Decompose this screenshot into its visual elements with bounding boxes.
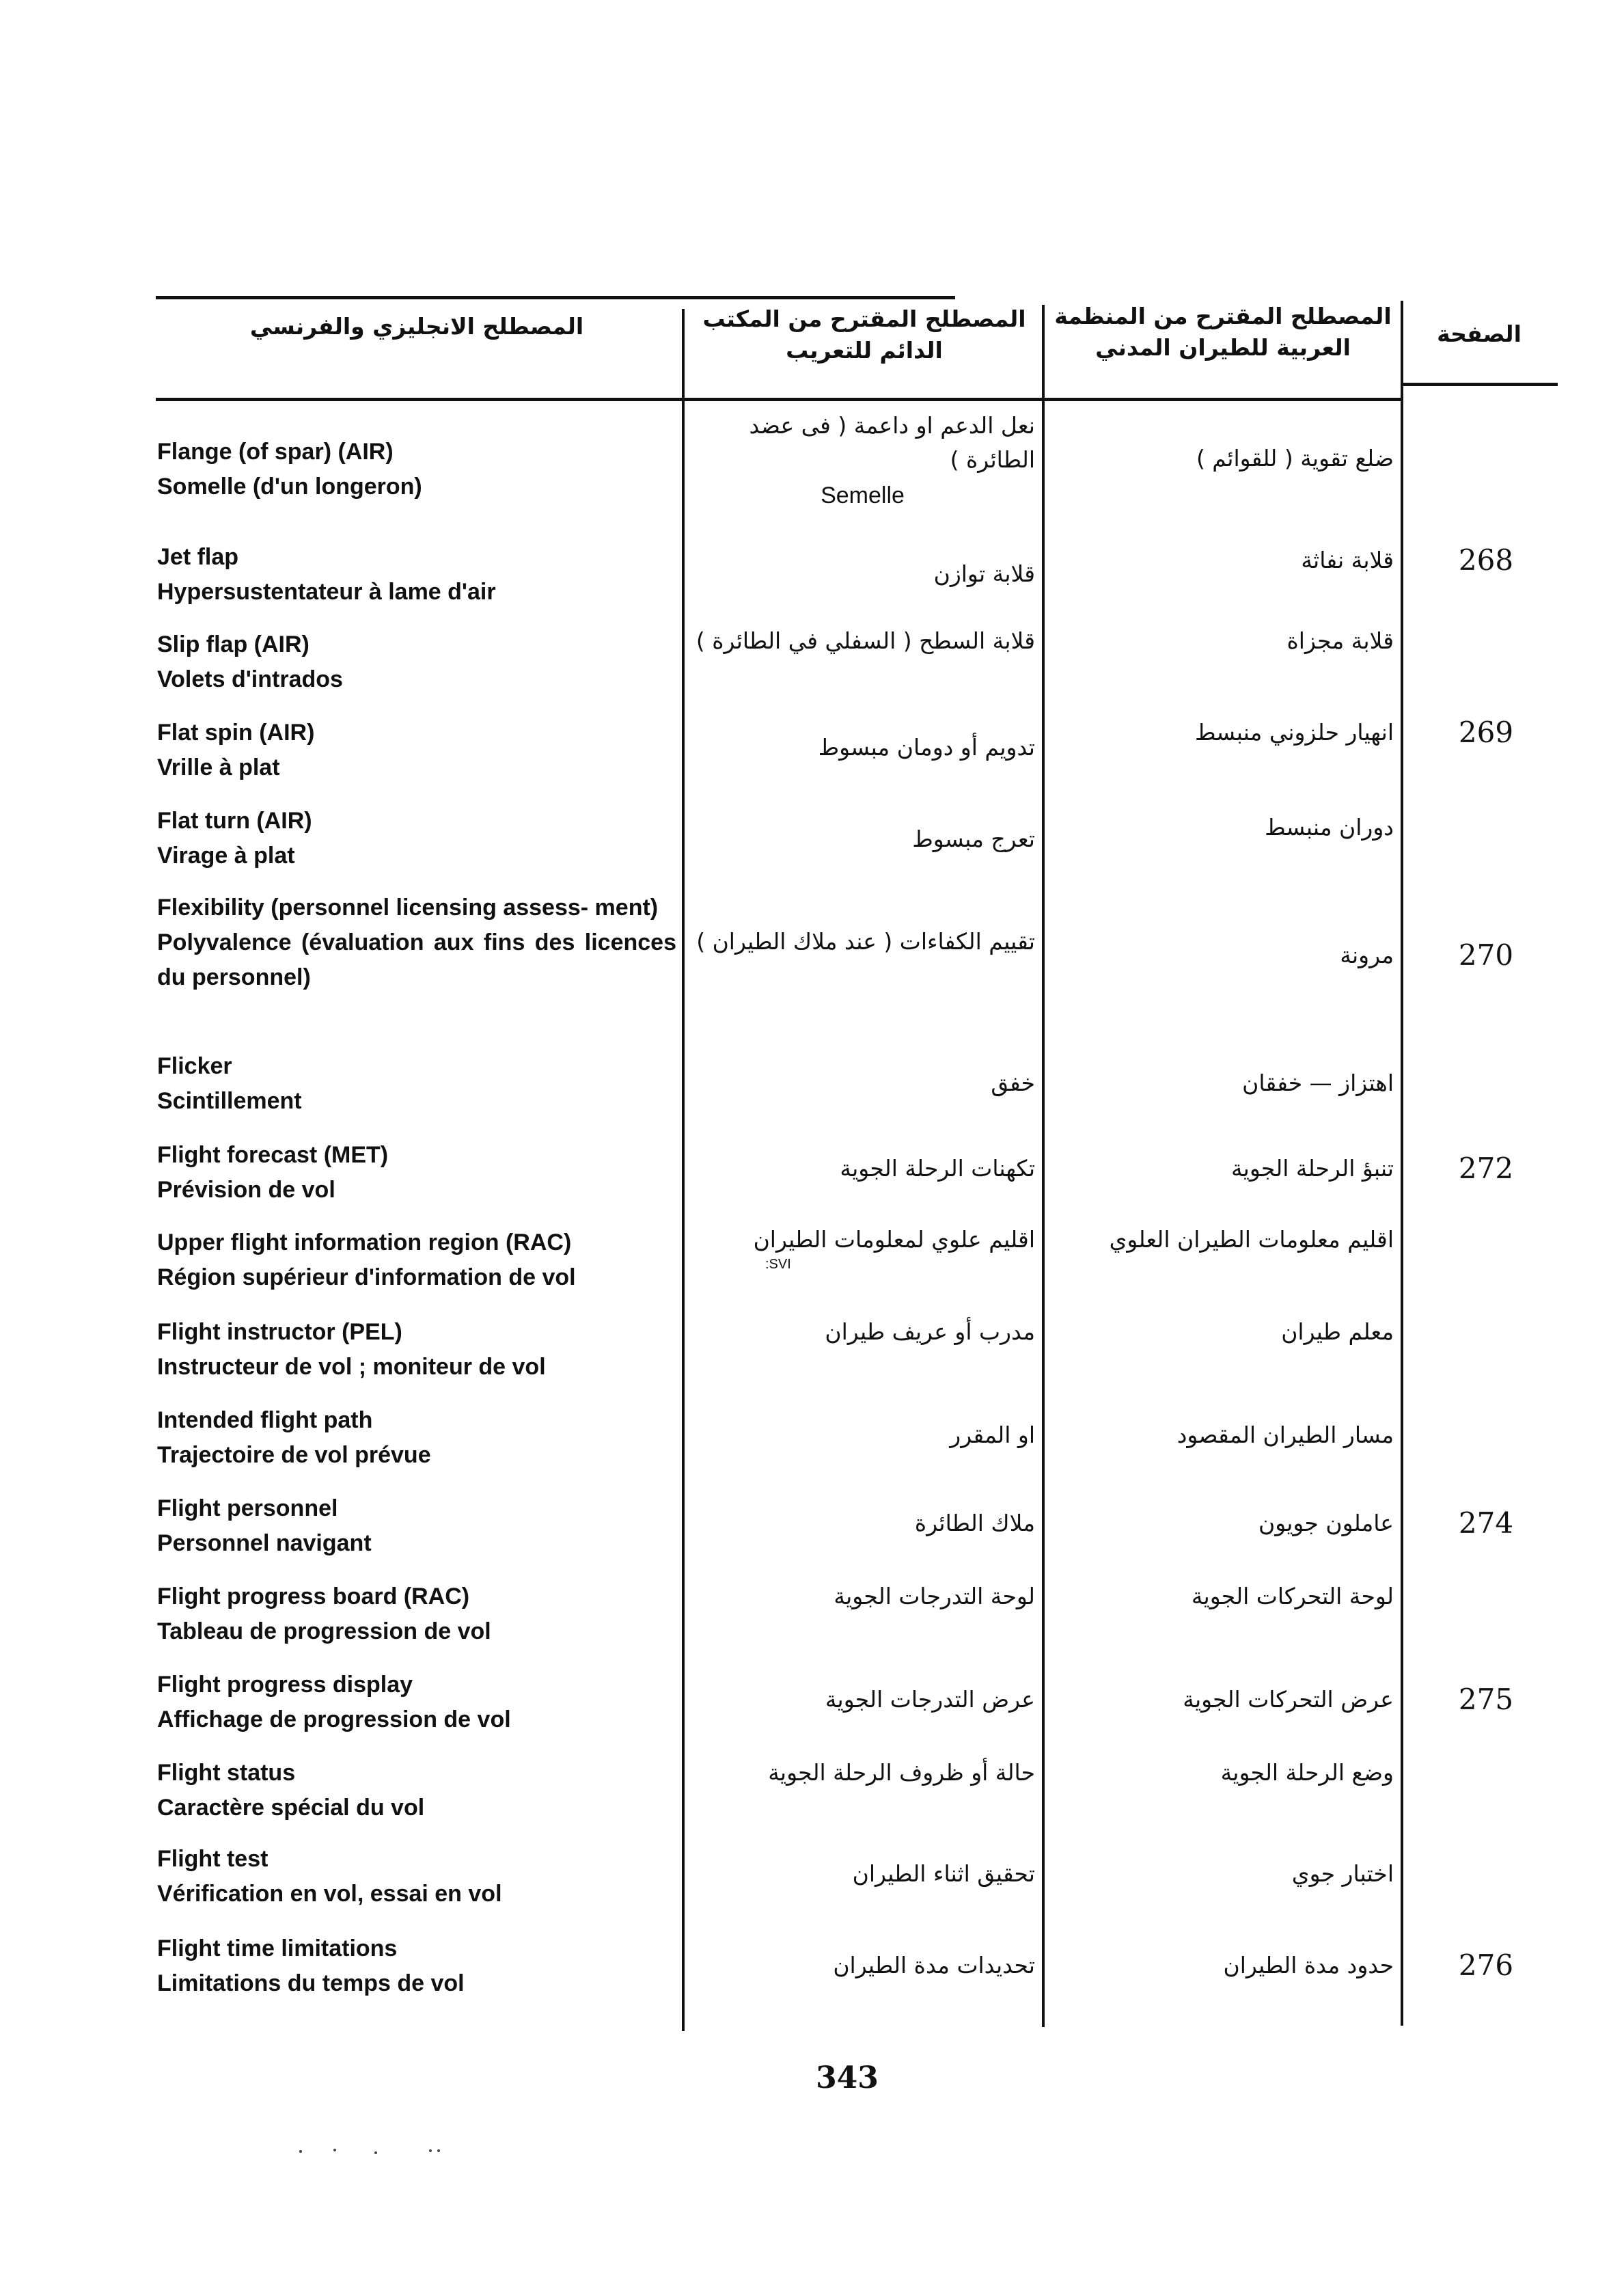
term-acao: اختبار جوي — [1291, 1860, 1394, 1887]
term-english: Flight forecast (MET) — [157, 1142, 389, 1168]
page-number: 272 — [1458, 1152, 1514, 1185]
term-french: Polyvalence (évaluation aux fins des licences du personnel) — [157, 929, 676, 990]
page-number: 276 — [1458, 1948, 1514, 1982]
term-english-french — [157, 1315, 676, 1385]
term-english: Flat spin (AIR) — [157, 720, 315, 746]
term-english-french — [157, 1842, 676, 1912]
term-english: Slip flap (AIR) — [157, 631, 309, 657]
term-permanent-office-text: نعل الدعم او داعمة ( فى عضد الطائرة ) — [749, 412, 1035, 473]
term-english-french — [157, 627, 676, 697]
term-english: Flight instructor (PEL) — [157, 1319, 402, 1345]
term-french: Personnel navigant — [157, 1530, 372, 1556]
term-acao: عرض التحركات الجوية — [1183, 1686, 1394, 1713]
term-acao: تنبؤ الرحلة الجوية — [1230, 1155, 1394, 1182]
term-english-french — [157, 1579, 676, 1649]
term-english: Intended flight path — [157, 1407, 373, 1433]
term-acao: معلم طيران — [1281, 1318, 1394, 1345]
column-divider-2 — [1042, 305, 1045, 2027]
page-column-header-rule — [1401, 383, 1558, 386]
term-english-french — [157, 1756, 676, 1825]
term-french: Virage à plat — [157, 843, 295, 869]
term-english: Jet flap — [157, 544, 239, 570]
term-acao: ضلع تقوية ( للقوائم ) — [1196, 445, 1394, 472]
term-permanent-office: مدرب أو عريف طيران — [825, 1318, 1035, 1345]
term-french: Région supérieur d'information de vol — [157, 1264, 576, 1290]
term-permanent-office: ملاك الطائرة — [914, 1510, 1035, 1536]
term-french: Tableau de progression de vol — [157, 1618, 491, 1644]
page-number: 275 — [1458, 1683, 1514, 1716]
header-english-french: المصطلح الانجليزي والفرنسي — [249, 313, 584, 340]
term-english: Flight time limitations — [157, 1935, 398, 1961]
term-permanent-office — [690, 1223, 1035, 1272]
term-english: Upper flight information region (RAC) — [157, 1229, 572, 1255]
term-french: Caractère spécial du vol — [157, 1795, 425, 1821]
term-english-french — [157, 1225, 676, 1295]
term-french: Volets d'intrados — [157, 666, 343, 692]
term-permanent-office: عرض التدرجات الجوية — [825, 1686, 1035, 1713]
term-english: Flight test — [157, 1846, 269, 1872]
term-acao: عاملون جويون — [1258, 1510, 1394, 1536]
term-english-french — [157, 804, 676, 873]
term-english: Flight personnel — [157, 1495, 338, 1521]
term-acao: مرونة — [1340, 942, 1394, 968]
column-divider-1 — [682, 309, 685, 2031]
term-english: Flight progress display — [157, 1672, 413, 1698]
term-french: Prévision de vol — [157, 1177, 335, 1203]
term-permanent-office: تقييم الكفاءات ( عند ملاك الطيران ) — [696, 928, 1035, 955]
term-permanent-office: تدويم أو دومان مبسوط — [818, 734, 1035, 761]
term-english-french — [157, 1931, 676, 2001]
term-permanent-office: حالة أو ظروف الرحلة الجوية — [768, 1759, 1035, 1786]
header-permanent-office: المصطلح المقترح من المكتب الدائم للتعريب — [702, 305, 1026, 364]
term-permanent-office: تعرج مبسوط — [912, 826, 1035, 852]
term-french: Vrille à plat — [157, 754, 280, 780]
term-acao: اقليم معلومات الطيران العلوي — [1109, 1226, 1394, 1253]
term-acao: اهتزاز — خفقان — [1242, 1070, 1394, 1096]
term-english: Flight progress board (RAC) — [157, 1583, 470, 1609]
term-permanent-office: تحديدات مدة الطيران — [833, 1952, 1035, 1979]
term-french: Trajectoire de vol prévue — [157, 1442, 431, 1468]
term-french: Affichage de progression de vol — [157, 1707, 511, 1732]
term-french: Hypersustentateur à lame d'air — [157, 579, 496, 605]
page-number: 269 — [1458, 716, 1514, 749]
term-permanent-office-mark: :SVI — [765, 1257, 791, 1272]
term-permanent-office: قلابة السطح ( السفلي في الطائرة ) — [696, 627, 1035, 654]
term-acao: قلابة مجزاة — [1286, 627, 1394, 654]
term-acao: انهيار حلزوني منبسط — [1194, 719, 1394, 746]
header-acao: المصطلح المقترح من المنظمة العربية للطيران المدني — [1054, 303, 1392, 361]
page-number: 268 — [1458, 543, 1514, 577]
term-acao: لوحة التحركات الجوية — [1191, 1583, 1394, 1609]
term-acao: حدود مدة الطيران — [1223, 1952, 1394, 1979]
term-english: Flexibility (personnel licensing assess- ment) — [157, 895, 659, 921]
header-bottom-rule — [156, 398, 1403, 401]
term-english-french — [157, 1491, 676, 1561]
term-french: Limitations du temps de vol — [157, 1970, 465, 1996]
page-number: 270 — [1458, 938, 1514, 972]
term-acao: وضع الرحلة الجوية — [1220, 1759, 1394, 1786]
term-permanent-office: خفق — [991, 1070, 1035, 1096]
term-english-french — [157, 540, 676, 610]
term-english-french — [157, 891, 676, 995]
footer-page-number: 343 — [816, 2061, 879, 2095]
term-english-french — [157, 1403, 676, 1473]
term-french: Instructeur de vol ; moniteur de vol — [157, 1354, 546, 1380]
page-number: 274 — [1458, 1506, 1514, 1540]
term-permanent-office: تحقيق اثناء الطيران — [852, 1860, 1035, 1887]
term-permanent-office: قلابة توازن — [933, 560, 1035, 587]
term-english-french — [157, 1138, 676, 1208]
scan-specks — [294, 2145, 471, 2158]
term-english: Flicker — [157, 1053, 232, 1079]
term-permanent-office — [690, 409, 1035, 513]
term-french: Vérification en vol, essai en vol — [157, 1881, 502, 1907]
term-english-french — [157, 716, 676, 785]
term-permanent-office-text: اقليم علوي لمعلومات الطيران — [753, 1226, 1035, 1253]
term-english-french — [157, 1049, 676, 1119]
term-permanent-office: لوحة التدرجات الجوية — [834, 1583, 1035, 1609]
term-acao: دوران منبسط — [1265, 814, 1394, 841]
term-acao: قلابة نفاثة — [1301, 547, 1394, 573]
term-english-french — [157, 435, 676, 504]
column-divider-3 — [1401, 301, 1403, 2026]
term-french: Scintillement — [157, 1088, 302, 1114]
term-english: Flat turn (AIR) — [157, 808, 312, 834]
term-permanent-office-note: Semelle — [821, 482, 905, 508]
table-top-rule — [156, 296, 955, 299]
term-english: Flange (of spar) (AIR) — [157, 439, 394, 465]
term-acao: مسار الطيران المقصود — [1176, 1422, 1394, 1448]
term-permanent-office: او المقرر — [950, 1422, 1035, 1448]
header-page: الصفحة — [1437, 321, 1522, 347]
term-french: Somelle (d'un longeron) — [157, 474, 422, 500]
term-english-french — [157, 1668, 676, 1737]
term-permanent-office: تكهنات الرحلة الجوية — [840, 1155, 1035, 1182]
term-english: Flight status — [157, 1760, 296, 1786]
